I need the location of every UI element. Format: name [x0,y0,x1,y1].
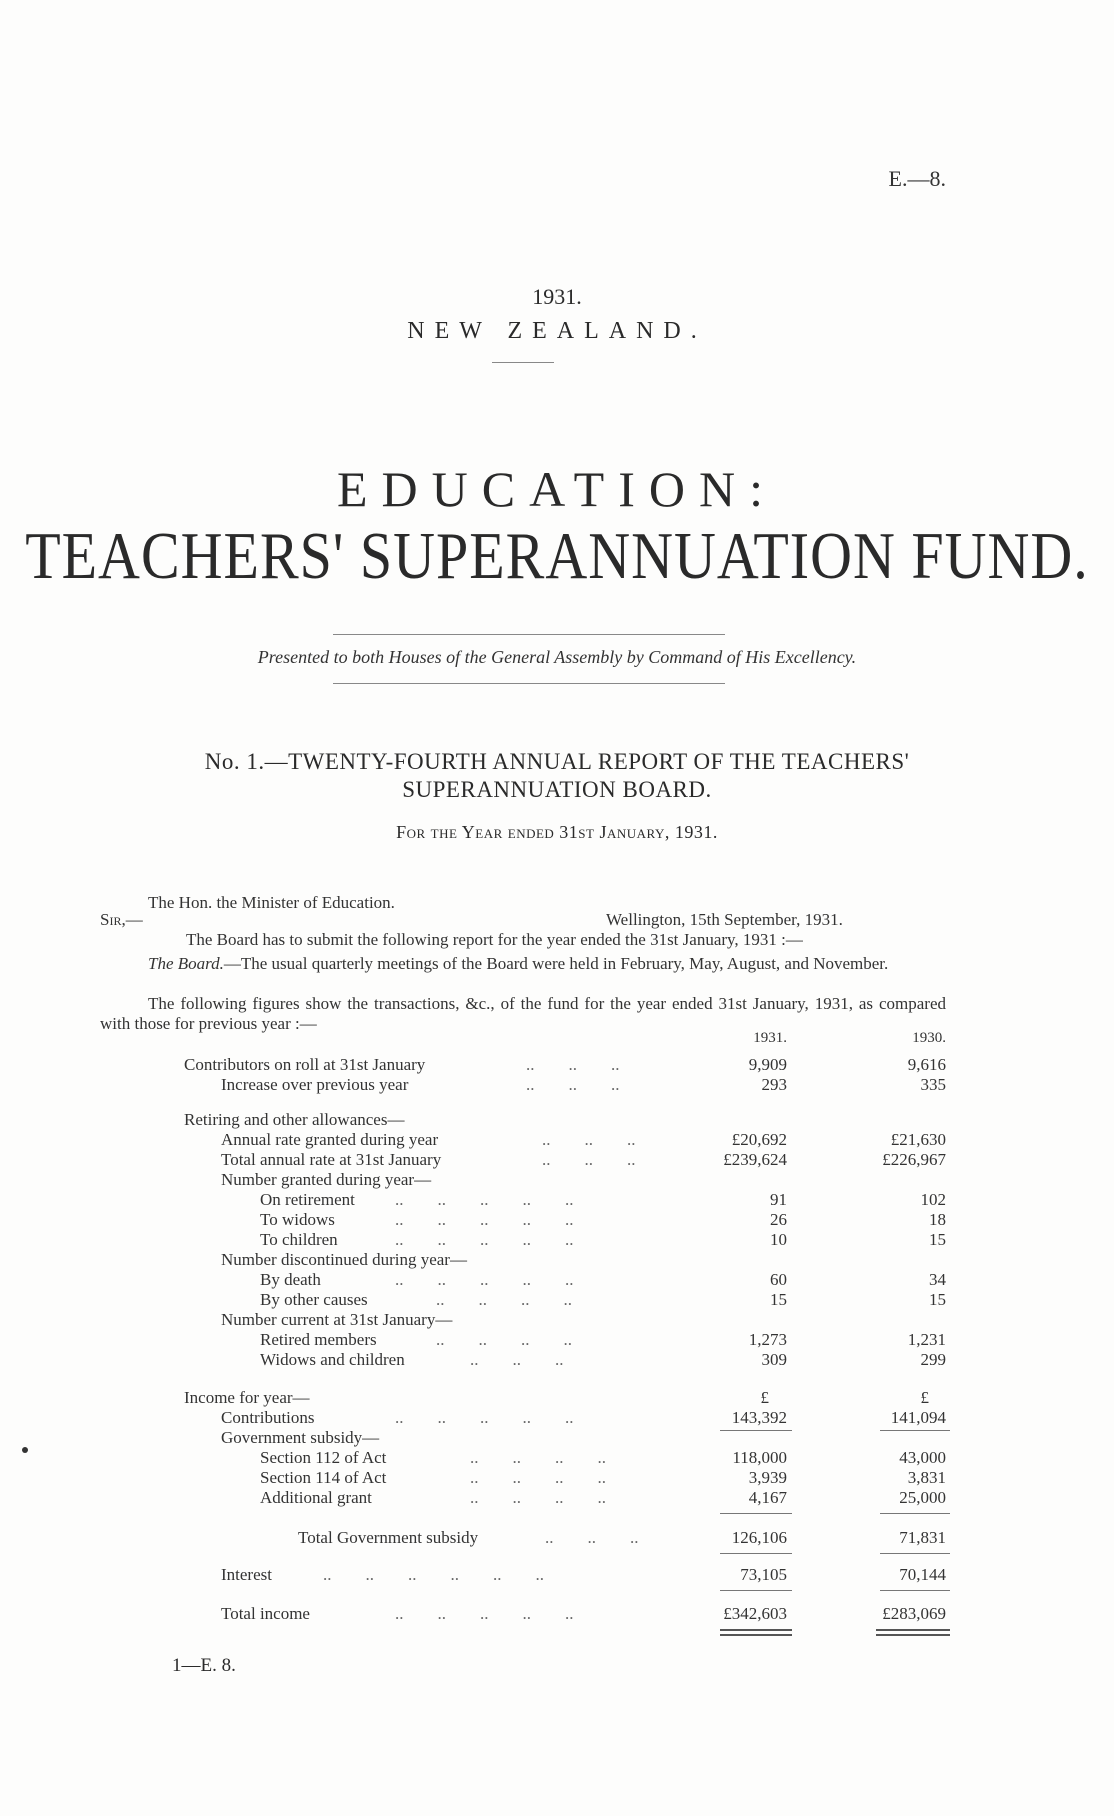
row-label: Annual rate granted during year [221,1130,439,1149]
value-1931: 118,000 [732,1448,787,1467]
row-label: Widows and children [260,1350,405,1369]
value-1931: 309 [761,1350,787,1369]
table-row [0,1330,1114,1350]
value-1931: 15 [770,1290,787,1309]
value-1931: 10 [770,1230,787,1249]
table-row [0,1388,1114,1408]
leader-dots: .. .. .. [542,1150,636,1169]
value-1930: 25,000 [899,1488,946,1507]
subsidy-rule-1931 [720,1513,792,1514]
row-label: On retirement [260,1190,355,1209]
value-1930: 102 [920,1190,946,1209]
double-rule-1930-a [876,1629,950,1631]
interest-rule-1930 [880,1553,950,1554]
leader-dots: .. .. .. .. [470,1488,606,1507]
value-1931: 73,105 [740,1565,787,1584]
paragraph-intro: The Board has to submit the following report for the year ended the 31st January, 1931 :— [186,930,803,949]
country-heading: NEW ZEALAND. [407,318,707,344]
document-reference: E.—8. [888,166,946,191]
table-row [0,1428,1114,1448]
education-heading: EDUCATION: [337,461,777,517]
row-label: Total annual rate at 31st January [221,1150,442,1169]
value-1931: £20,692 [731,1130,787,1149]
leader-dots: .. .. .. [542,1130,636,1149]
row-label: Additional grant [260,1488,372,1507]
value-1931: £342,603 [723,1604,787,1623]
total-rule-1931 [720,1590,792,1591]
table-row [0,1270,1114,1290]
value-1931: 9,909 [748,1055,787,1074]
leader-dots: .. .. .. .. [436,1330,572,1349]
value-1931: 143,392 [731,1408,787,1427]
table-row [0,1350,1114,1370]
value-1931: 3,939 [748,1468,787,1487]
value-1931: £239,624 [723,1150,787,1169]
currency-1930: £ [920,1388,929,1407]
publication-year: 1931. [532,284,582,309]
leader-dots: .. .. .. .. .. [395,1270,574,1289]
leader-dots: .. .. .. [470,1350,564,1369]
value-1930: 43,000 [899,1448,946,1467]
value-1930: 15 [929,1230,946,1249]
value-1930: 15 [929,1290,946,1309]
subsidy-rule-1930 [880,1513,950,1514]
value-1930: 299 [920,1350,946,1369]
page-signature: 1—E. 8. [172,1655,236,1676]
row-label: By other causes [260,1290,368,1309]
leader-dots: .. .. .. [545,1528,639,1547]
table-row [0,1528,1114,1548]
row-label: To widows [260,1210,335,1229]
row-label: Interest [221,1565,272,1584]
table-row [0,1310,1114,1330]
row-label: Income for year— [184,1388,310,1407]
leader-dots: .. .. .. .. .. [395,1210,574,1229]
value-1930: £21,630 [890,1130,946,1149]
table-row [0,1290,1114,1310]
row-label: To children [260,1230,338,1249]
table-row [0,1170,1114,1190]
table-row [0,1565,1114,1585]
double-rule-1930-b [876,1634,950,1636]
double-rule-1931-b [720,1634,792,1636]
row-label: Retired members [260,1330,377,1349]
row-label: Total income [221,1604,310,1623]
report-title-line1: No. 1.—TWENTY-FOURTH ANNUAL REPORT OF THE TEACHERS' [204,749,910,774]
value-1930: 18 [929,1210,946,1229]
table-row [0,1210,1114,1230]
salutation: Sir,— [100,910,143,929]
value-1931: 126,106 [731,1528,787,1547]
currency-1931: £ [760,1388,769,1407]
table-row [0,1488,1114,1508]
paragraph-board-text: —The usual quarterly meetings of the Board were held in February, May, August, and November. [223,954,889,973]
margin-mark [22,1447,28,1453]
row-label: Retiring and other allowances— [184,1110,405,1129]
row-label: Contributors on roll at 31st January [184,1055,426,1074]
row-label: Number discontinued during year— [221,1250,467,1269]
value-1930: 70,144 [899,1565,946,1584]
value-1931: 4,167 [748,1488,787,1507]
value-1930: 34 [929,1270,946,1289]
addressee: The Hon. the Minister of Education. [148,893,395,912]
value-1930: £283,069 [882,1604,946,1623]
fund-title: TEACHERS' SUPERANNUATION FUND. [25,518,1089,593]
column-header-1930: 1930. [912,1030,946,1046]
paragraph-figures: The following figures show the transactions, &c., of the fund for the year ended 31st January, 1931, as compared with those for previous year :— [100,994,946,1033]
table-row [0,1075,1114,1095]
value-1930: £226,967 [882,1150,946,1169]
value-1930: 1,231 [907,1330,946,1349]
value-1930: 3,831 [907,1468,946,1487]
table-row [0,1408,1114,1428]
leader-dots: .. .. .. .. [470,1448,606,1467]
value-1930: 141,094 [890,1408,946,1427]
leader-dots: .. .. .. .. [436,1290,572,1309]
table-row [0,1250,1114,1270]
table-row [0,1190,1114,1210]
interest-rule-1931 [720,1553,792,1554]
row-label: Increase over previous year [221,1075,409,1094]
table-row [0,1110,1114,1130]
value-1931: 293 [761,1075,787,1094]
leader-dots: .. .. .. .. .. [395,1190,574,1209]
row-label: Government subsidy— [221,1428,380,1447]
report-title-line2: SUPERANNUATION BOARD. [402,777,712,802]
row-label: Number current at 31st January— [221,1310,453,1329]
table-row [0,1130,1114,1150]
row-label: Number granted during year— [221,1170,432,1189]
total-rule-1930 [880,1590,950,1591]
row-label: Total Government subsidy [298,1528,479,1547]
table-row [0,1055,1114,1075]
leader-dots: .. .. .. .. .. [395,1230,574,1249]
table-row [0,1468,1114,1488]
value-1930: 71,831 [899,1528,946,1547]
value-1931: 1,273 [748,1330,787,1349]
leader-dots: .. .. .. .. [470,1468,606,1487]
row-label: By death [260,1270,321,1289]
value-1931: 26 [770,1210,787,1229]
leader-dots: .. .. .. [526,1055,620,1074]
presented-line: Presented to both Houses of the General Assembly by Command of His Excellency. [257,647,857,667]
table-row [0,1448,1114,1468]
report-period: For the Year ended 31st January, 1931. [396,822,718,842]
table-row [0,1150,1114,1170]
row-label: Section 114 of Act [260,1468,387,1487]
place-date: Wellington, 15th September, 1931. [606,910,843,929]
leader-dots: .. .. .. .. .. [395,1408,574,1427]
row-label: Contributions [221,1408,315,1427]
value-1930: 335 [920,1075,946,1094]
leader-dots: .. .. .. .. .. .. [323,1565,544,1584]
value-1931: 91 [770,1190,787,1209]
paragraph-board-title: The Board. [148,954,224,973]
value-1930: 9,616 [907,1055,946,1074]
double-rule-1931-a [720,1629,792,1631]
leader-dots: .. .. .. [526,1075,620,1094]
row-label: Section 112 of Act [260,1448,387,1467]
leader-dots: .. .. .. .. .. [395,1604,574,1623]
value-1931: 60 [770,1270,787,1289]
column-header-1931: 1931. [753,1030,787,1046]
table-row [0,1230,1114,1250]
table-row [0,1604,1114,1624]
table-header [0,1030,1114,1050]
